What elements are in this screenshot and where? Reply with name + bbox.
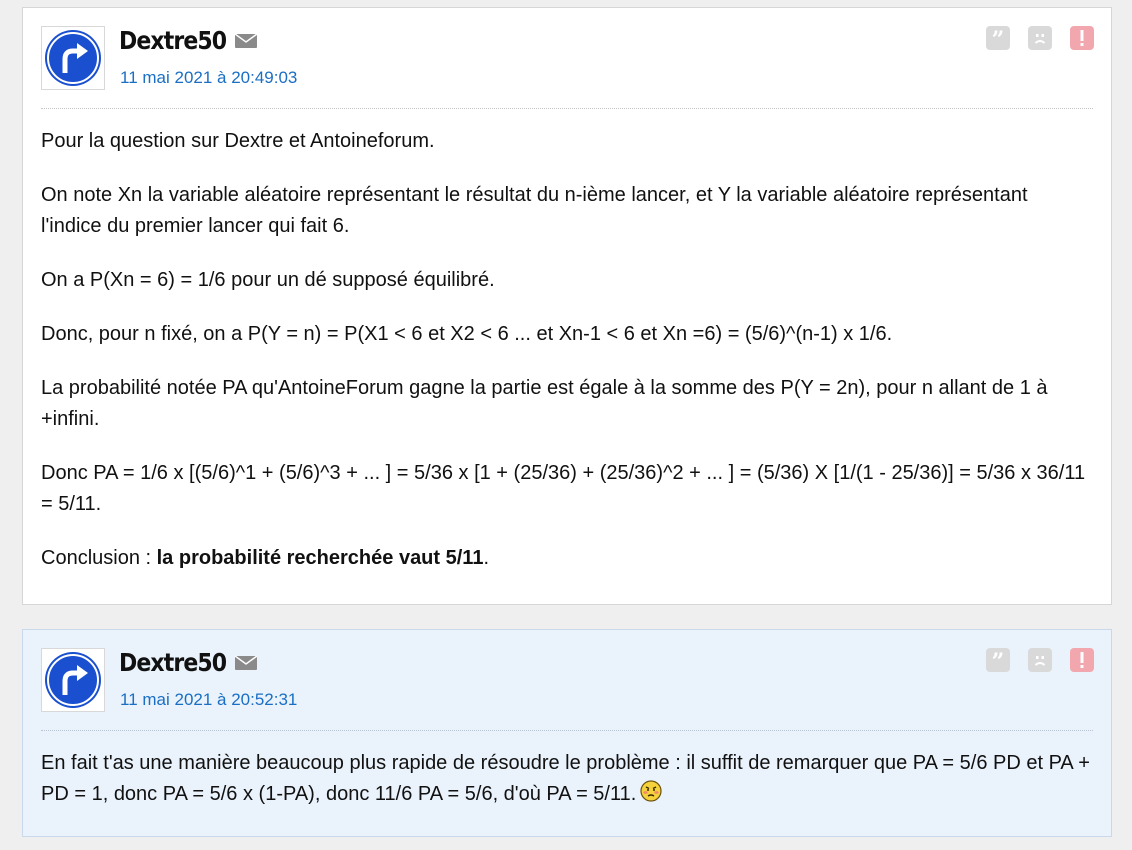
author-name[interactable]: Dextre50 xyxy=(119,648,227,677)
report-alert-icon xyxy=(1070,648,1094,672)
post-paragraph: La probabilité notée PA qu'AntoineForum gagne la partie est égale à la somme des P(Y = 2n), pour n allant de 1 à +infini. xyxy=(41,377,1048,430)
sad-face-icon xyxy=(1028,648,1052,672)
svg-text:”: ” xyxy=(991,649,1005,672)
header-separator xyxy=(41,108,1093,109)
envelope-icon[interactable] xyxy=(235,34,257,48)
conclusion-paragraph xyxy=(41,543,1093,574)
quote-icon xyxy=(986,648,1010,672)
sad-button[interactable] xyxy=(1028,648,1052,672)
report-button[interactable] xyxy=(1070,648,1094,672)
quote-button[interactable] xyxy=(986,26,1010,50)
post-date[interactable]: 11 mai 2021 à 20:49:03 xyxy=(120,68,298,87)
svg-text:”: ” xyxy=(991,27,1005,50)
turn-right-road-sign-icon xyxy=(44,651,102,709)
conclusion-bold: la probabilité recherchée vaut 5/11 xyxy=(156,547,484,569)
avatar[interactable] xyxy=(41,26,105,90)
post-paragraph-text: En fait t'as une manière beaucoup plus rapide de résoudre le problème : il suffit de remarquer que PA = 5/6 PD et PA + PD = 1, donc PA = 5/6 x (1-PA), donc 11/6 PA = 5/6, d'où PA = 5/11. xyxy=(41,752,1090,805)
blush-smiley-icon xyxy=(640,780,662,802)
quote-button[interactable] xyxy=(986,648,1010,672)
forum-post-1 xyxy=(22,7,1112,605)
avatar[interactable] xyxy=(41,648,105,712)
sad-button[interactable] xyxy=(1028,26,1052,50)
conclusion-prefix: Conclusion : xyxy=(41,547,157,569)
post-body xyxy=(41,748,1093,833)
forum-post-2 xyxy=(22,629,1112,837)
quote-icon xyxy=(986,26,1010,50)
report-alert-icon xyxy=(1070,26,1094,50)
conclusion-suffix: . xyxy=(483,547,490,569)
header-separator xyxy=(41,730,1093,731)
post-paragraph: On a P(Xn = 6) = 1/6 pour un dé supposé équilibré. xyxy=(41,269,495,291)
post-body xyxy=(41,126,1093,597)
envelope-icon[interactable] xyxy=(235,656,257,670)
sad-face-icon xyxy=(1028,26,1052,50)
post-paragraph: Donc PA = 1/6 x [(5/6)^1 + (5/6)^3 + ... ] = 5/36 x [1 + (25/36) + (25/36)^2 + ... ] = (5/36) X [1/(1 - 25/36)] = 5/36 x 36/11 = 5/11. xyxy=(41,462,1086,515)
post-date[interactable]: 11 mai 2021 à 20:52:31 xyxy=(120,690,298,709)
report-button[interactable] xyxy=(1070,26,1094,50)
post-paragraph: On note Xn la variable aléatoire représentant le résultat du n-ième lancer, et Y la variable aléatoire représentant l'indice du premier lancer qui fait 6. xyxy=(41,184,1028,237)
post-paragraph: Pour la question sur Dextre et Antoineforum. xyxy=(41,130,435,152)
post-paragraph: Donc, pour n fixé, on a P(Y = n) = P(X1 < 6 et X2 < 6 ... et Xn-1 < 6 et Xn =6) = (5/6)^(n-1) x 1/6. xyxy=(41,323,893,345)
post-paragraph xyxy=(41,748,1093,810)
author-name[interactable]: Dextre50 xyxy=(119,26,227,55)
turn-right-road-sign-icon xyxy=(44,29,102,87)
